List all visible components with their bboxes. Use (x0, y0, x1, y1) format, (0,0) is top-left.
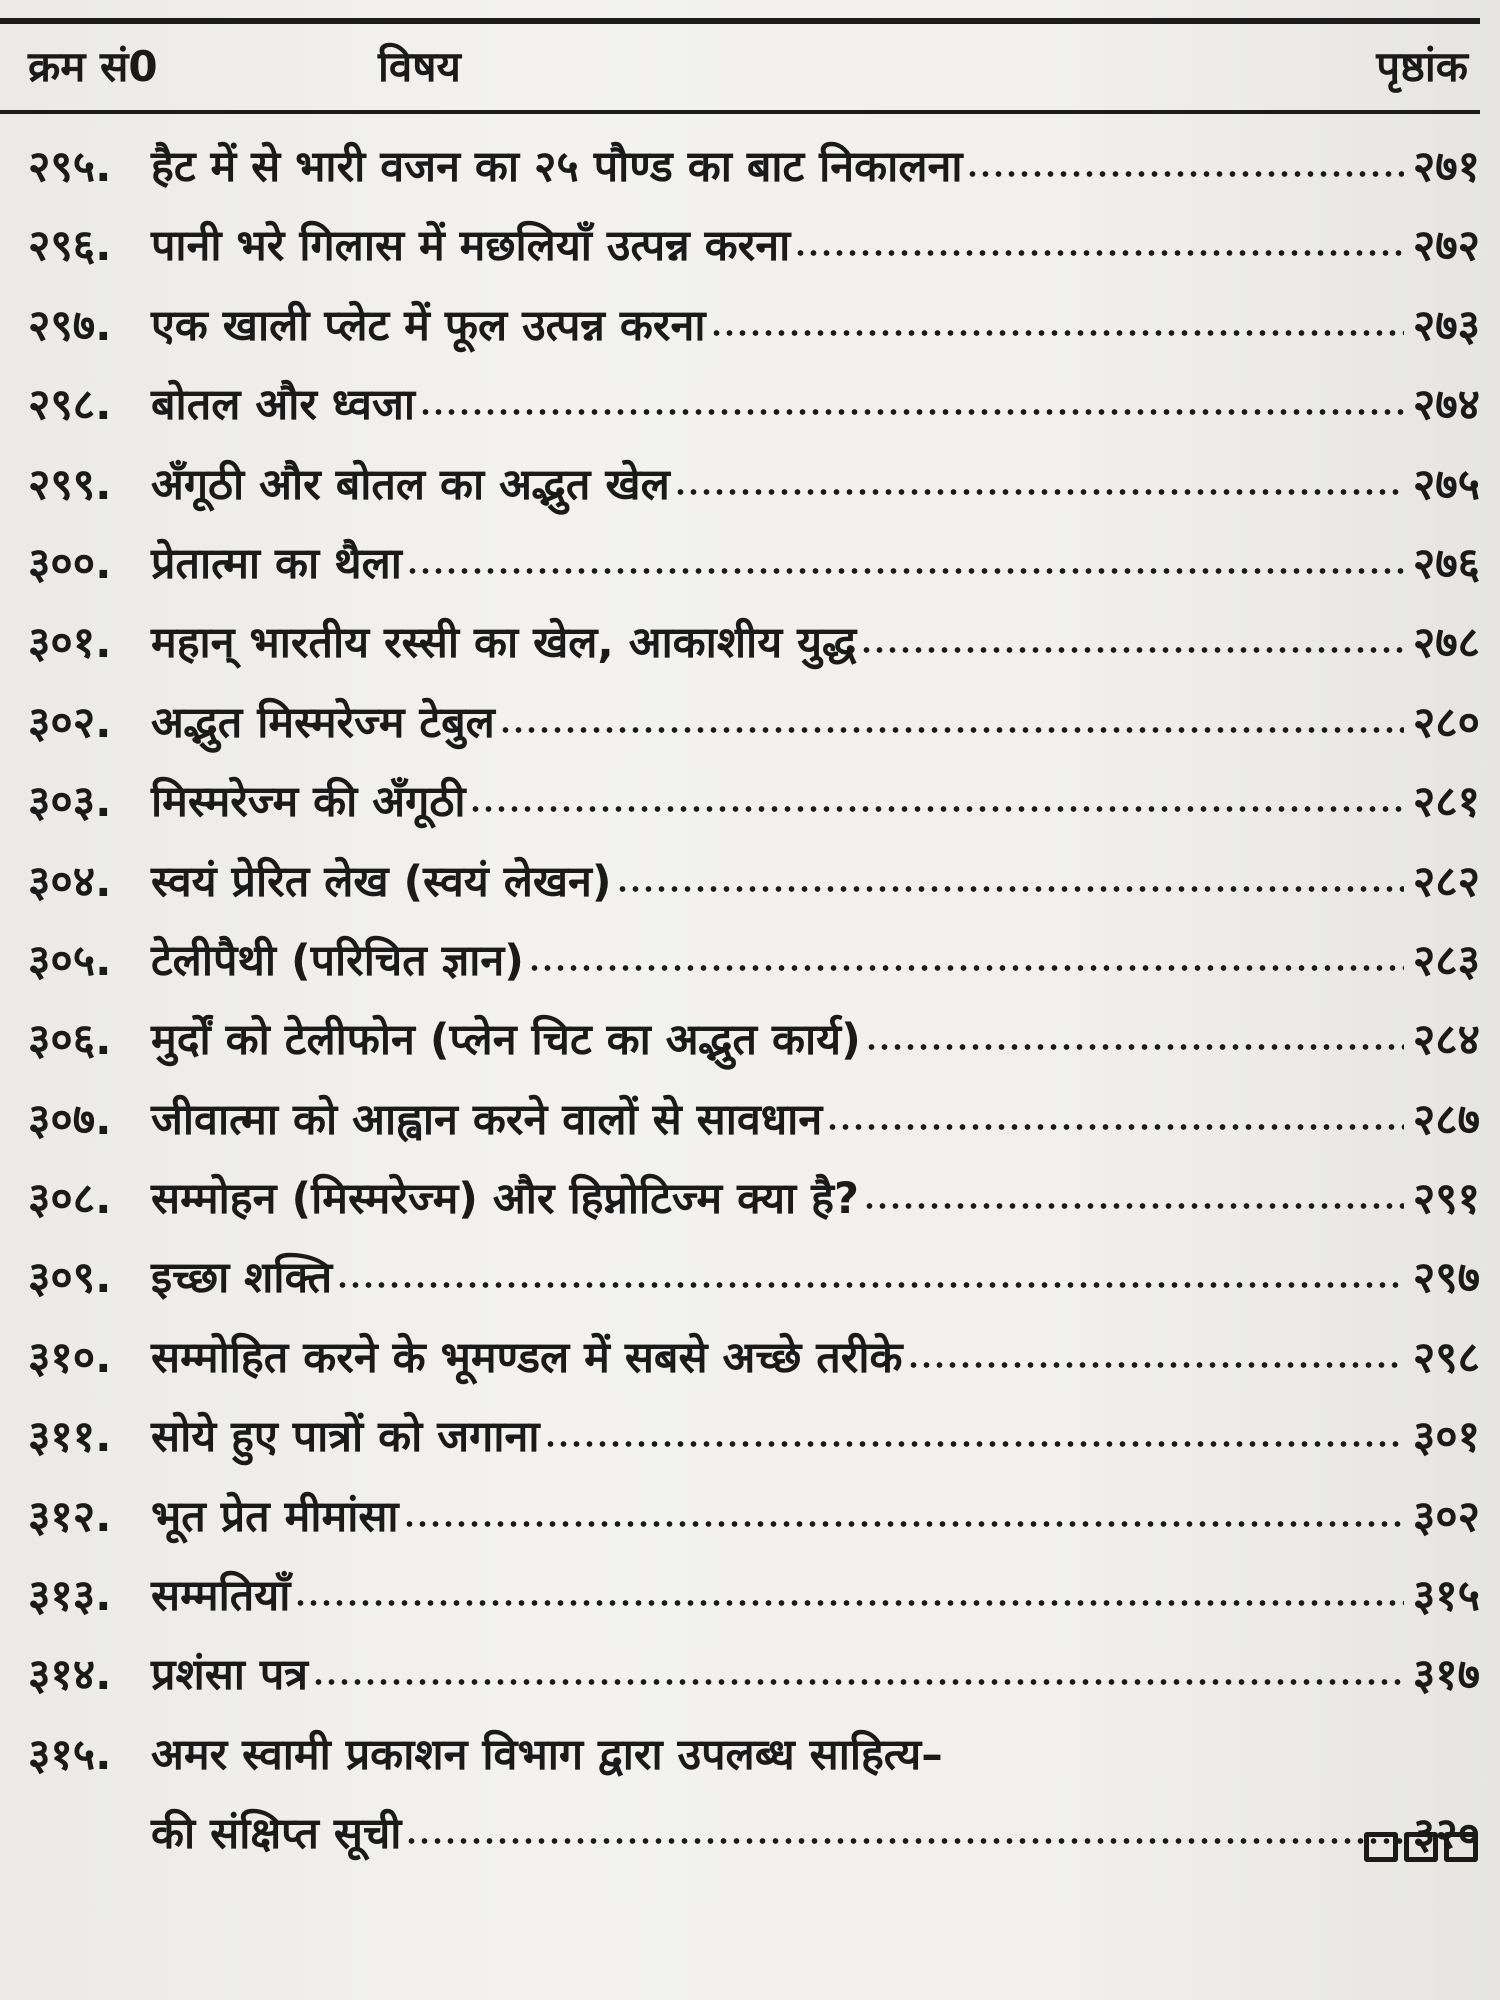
entry-number: २९७. (28, 300, 112, 351)
dot-leader (294, 1598, 1404, 1608)
toc-entry (28, 1557, 1480, 1636)
entry-title: मिस्मरेज्म की अँगूठी (151, 777, 466, 828)
entry-page-number: २७६ (1412, 538, 1480, 589)
dot-leader (865, 1042, 1404, 1052)
serial-number-heading: क्रम सं0 (28, 42, 158, 91)
entry-title: जीवात्मा को आह्वान करने वालों से सावधान (151, 1094, 823, 1145)
entry-number: ३०९. (28, 1253, 112, 1304)
toc-entry (28, 287, 1480, 366)
entry-number: ३०१. (28, 618, 112, 669)
entry-title: अँगूठी और बोतल का अद्भुत खेल (151, 459, 670, 510)
entry-number: २९६. (28, 221, 112, 272)
entry-number: २९५. (28, 142, 112, 192)
entry-number: ३०४. (28, 856, 112, 907)
entry-page-number: ३०२ (1412, 1491, 1480, 1542)
toc-entry (28, 1478, 1480, 1557)
entry-number: ३१२. (28, 1491, 112, 1542)
dot-leader (405, 1836, 1404, 1846)
toc-entry (28, 1160, 1480, 1239)
toc-entry (28, 366, 1480, 445)
entry-number: ३११. (28, 1412, 112, 1463)
toc-list (28, 128, 1480, 1875)
dot-leader (826, 1122, 1404, 1132)
entry-title: सम्मोहन (मिस्मरेज्म) और हिप्नोटिज्म क्या है? (151, 1174, 859, 1225)
entry-number: ३०३. (28, 777, 112, 828)
entry-page-number: २८२ (1412, 856, 1480, 907)
entry-page-number: २८३ (1412, 935, 1480, 986)
entry-number: २९८. (28, 380, 112, 431)
toc-entry (28, 525, 1480, 604)
dot-leader (674, 487, 1404, 497)
entry-title: प्रेतात्मा का थैला (151, 538, 402, 589)
entry-title: हैट में से भारी वजन का २५ पौण्ड का बाट निकालना (151, 142, 963, 192)
dot-leader (966, 169, 1404, 179)
entry-title: टेलीपैथी (परिचित ज्ञान) (151, 935, 524, 986)
toc-entry (28, 922, 1480, 1001)
dot-leader (907, 1360, 1404, 1370)
dot-leader (336, 1280, 1404, 1290)
toc-entry (28, 128, 1480, 207)
entry-number: ३०६. (28, 1015, 112, 1066)
header-rule (0, 110, 1480, 114)
toc-entry (28, 1081, 1480, 1160)
entry-number: ३१३. (28, 1571, 112, 1622)
entry-page-number: २७१ (1412, 142, 1480, 192)
entry-page-number: २८१ (1412, 777, 1480, 828)
entry-page-number: २७२ (1412, 221, 1480, 272)
entry-page-number: २७५ (1412, 459, 1480, 510)
entry-title: इच्छा शक्ति (151, 1253, 333, 1304)
entry-title: महान् भारतीय रस्सी का खेल, आकाशीय युद्ध (151, 618, 857, 669)
top-rule (0, 18, 1480, 24)
entry-number: ३००. (28, 538, 112, 589)
toc-entry (28, 1716, 1480, 1795)
entry-page-number: २८७ (1412, 1094, 1480, 1145)
toc-entry (28, 763, 1480, 842)
subject-heading: विषय (378, 42, 461, 91)
entry-page-number: ३०१ (1412, 1412, 1480, 1463)
end-of-section-mark (1364, 1832, 1478, 1862)
entry-number: ३१०. (28, 1332, 112, 1383)
entry-title: पानी भरे गिलास में मछलियाँ उत्पन्न करना (151, 221, 791, 272)
entry-page-number: २९८ (1412, 1332, 1480, 1383)
entry-page-number: २८४ (1412, 1015, 1480, 1066)
toc-entry (28, 1636, 1480, 1715)
entry-number: ३०५. (28, 935, 112, 986)
dot-leader (794, 248, 1404, 258)
entry-title: अमर स्वामी प्रकाशन विभाग द्वारा उपलब्ध साहित्य– (151, 1729, 943, 1780)
dot-leader (419, 407, 1404, 417)
entry-page-number: २७३ (1412, 300, 1480, 351)
toc-entry (28, 1319, 1480, 1398)
dot-leader (710, 328, 1404, 338)
entry-page-number: ३१७ (1412, 1650, 1480, 1701)
entry-title: सम्मोहित करने के भूमण्डल में सबसे अच्छे तरीके (151, 1332, 903, 1383)
entry-page-number: २७४ (1412, 380, 1480, 431)
page-number-heading: पृष्ठांक (1376, 42, 1468, 91)
dot-leader (860, 645, 1404, 655)
dot-leader (616, 884, 1404, 894)
toc-entry (28, 207, 1480, 286)
dot-leader (406, 566, 1404, 576)
entry-title: बोतल और ध्वजा (151, 380, 415, 431)
entry-title: भूत प्रेत मीमांसा (151, 1491, 399, 1542)
entry-number: २९९. (28, 459, 112, 510)
entry-number: ३०७. (28, 1094, 112, 1145)
toc-entry (28, 1398, 1480, 1477)
dot-leader (863, 1201, 1404, 1211)
dot-leader (403, 1519, 1404, 1529)
toc-entry (28, 446, 1480, 525)
toc-entry (28, 684, 1480, 763)
end-box-icon (1364, 1832, 1398, 1862)
entry-title: सोये हुए पात्रों को जगाना (151, 1412, 540, 1463)
toc-header (28, 32, 1468, 102)
dot-leader (499, 725, 1404, 735)
dot-leader (544, 1439, 1405, 1449)
toc-entry (28, 1239, 1480, 1318)
entry-title: सम्मतियाँ (151, 1571, 291, 1622)
dot-leader (469, 804, 1404, 814)
entry-number: ३१४. (28, 1650, 112, 1701)
entry-page-number: ३२० (1412, 1809, 1480, 1860)
toc-entry-continuation (28, 1795, 1480, 1874)
entry-title: एक खाली प्लेट में फूल उत्पन्न करना (151, 300, 706, 351)
entry-number: ३०८. (28, 1174, 112, 1225)
dot-leader (312, 1677, 1404, 1687)
entry-number: ३१५. (28, 1729, 112, 1780)
end-box-icon (1444, 1832, 1478, 1862)
entry-title: अद्भुत मिस्मरेज्म टेबुल (151, 697, 495, 748)
dot-leader (528, 963, 1404, 973)
entry-page-number: २९१ (1412, 1174, 1480, 1225)
entry-title: स्वयं प्रेरित लेख (स्वयं लेखन) (151, 856, 612, 907)
entry-page-number: ३१५ (1412, 1571, 1480, 1622)
toc-entry (28, 604, 1480, 683)
entry-page-number: २७८ (1412, 618, 1480, 669)
toc-entry (28, 843, 1480, 922)
entry-title: की संक्षिप्त सूची (151, 1809, 402, 1860)
entry-number: ३०२. (28, 697, 112, 748)
entry-title: मुर्दों को टेलीफोन (प्लेन चिट का अद्भुत कार्य) (151, 1015, 861, 1066)
entry-page-number: २९७ (1412, 1253, 1480, 1304)
entry-title: प्रशंसा पत्र (151, 1650, 309, 1701)
entry-page-number: २८० (1412, 697, 1480, 748)
end-box-icon (1404, 1832, 1438, 1862)
toc-entry (28, 1001, 1480, 1080)
